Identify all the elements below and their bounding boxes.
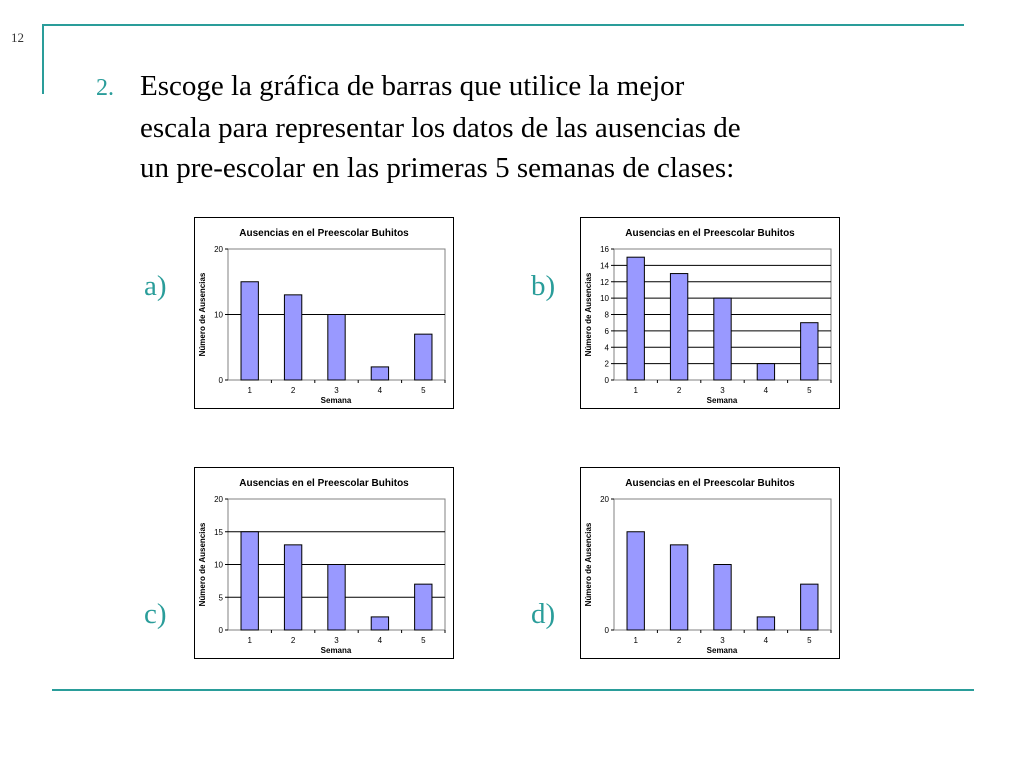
- question-number: 2.: [96, 75, 114, 101]
- chart-b-ytick-label: 16: [600, 245, 609, 254]
- option-label-d: d): [531, 598, 556, 630]
- chart-b-title: Ausencias en el Preescolar Buhitos: [625, 228, 795, 239]
- chart-c-xtick-label: 4: [377, 636, 383, 645]
- chart-a-bar: [241, 282, 258, 380]
- chart-d-xtick-label: 4: [763, 636, 769, 645]
- chart-a-bar: [371, 367, 388, 380]
- chart-c-ytick-label: 20: [214, 495, 223, 504]
- chart-d-bar: [757, 617, 774, 630]
- chart-b-ylabel: Número de Ausencias: [584, 272, 593, 357]
- chart-b-bar: [714, 298, 731, 380]
- chart-b-bar: [670, 274, 687, 380]
- chart-a-bar: [284, 295, 301, 380]
- chart-d-bar: [670, 545, 687, 630]
- chart-a-ytick-label: 20: [214, 245, 223, 254]
- chart-b-xtick-label: 4: [763, 386, 769, 395]
- chart-c-ytick-label: 5: [218, 593, 223, 603]
- chart-c-xlabel: Semana: [320, 646, 352, 655]
- chart-b-ytick-label: 0: [604, 376, 609, 385]
- chart-d-xtick-label: 5: [807, 636, 812, 645]
- chart-a-title: Ausencias en el Preescolar Buhitos: [239, 228, 409, 239]
- chart-c: [194, 467, 454, 659]
- option-label-a: a): [144, 270, 167, 302]
- option-label-c: c): [144, 598, 167, 630]
- chart-c-bar: [371, 617, 388, 630]
- chart-a-ylabel: Número de Ausencias: [198, 272, 207, 357]
- chart-d-xtick-label: 3: [720, 636, 725, 645]
- chart-d: [580, 467, 840, 659]
- chart-a-ytick-label: 10: [214, 310, 223, 320]
- chart-a-xtick-label: 1: [247, 386, 252, 395]
- frame-top-rule: [42, 24, 964, 26]
- chart-b-bar: [627, 257, 644, 380]
- chart-c-xtick-label: 1: [247, 636, 252, 645]
- question-line-3: un pre-escolar en las primeras 5 semanas de clases:: [140, 152, 735, 184]
- question-line-1: [96, 66, 916, 108]
- chart-a: [194, 217, 454, 409]
- slide-number: 12: [11, 30, 24, 45]
- chart-b-ytick-label: 8: [604, 310, 609, 320]
- chart-d-bar: [627, 532, 644, 630]
- chart-c-ytick-label: 10: [214, 560, 223, 570]
- frame-bottom-rule: [52, 689, 974, 691]
- chart-c-xtick-label: 3: [334, 636, 339, 645]
- chart-b-xlabel: Semana: [706, 396, 738, 405]
- chart-b-xtick-label: 3: [720, 386, 725, 395]
- chart-d-bar: [801, 584, 818, 630]
- chart-a-xtick-label: 4: [377, 386, 383, 395]
- chart-d-xlabel: Semana: [706, 646, 738, 655]
- chart-b-ytick-label: 14: [600, 261, 609, 271]
- chart-d-svg: [581, 468, 839, 658]
- chart-d-title: Ausencias en el Preescolar Buhitos: [625, 478, 795, 489]
- chart-b-ytick-label: 12: [600, 277, 609, 287]
- chart-b-ytick-label: 6: [604, 326, 609, 336]
- chart-a-xtick-label: 5: [421, 386, 426, 395]
- chart-c-title: Ausencias en el Preescolar Buhitos: [239, 478, 409, 489]
- chart-c-ytick-label: 15: [214, 527, 223, 537]
- chart-a-svg: [195, 218, 453, 408]
- chart-c-bar: [328, 565, 345, 631]
- chart-d-xtick-label: 2: [676, 636, 682, 645]
- chart-a-bar: [415, 334, 432, 380]
- frame-left-rule: [42, 24, 44, 94]
- chart-a-ytick-label: 0: [218, 376, 223, 385]
- chart-b-bar: [801, 323, 818, 380]
- chart-d-ylabel: Número de Ausencias: [584, 522, 593, 607]
- chart-b-ytick-label: 10: [600, 294, 609, 304]
- chart-a-xtick-label: 2: [290, 386, 296, 395]
- chart-b-xtick-label: 2: [676, 386, 682, 395]
- chart-c-bar: [415, 584, 432, 630]
- chart-b-xtick-label: 1: [633, 386, 638, 395]
- chart-d-ytick-label: 0: [604, 626, 609, 635]
- question-text: [96, 66, 916, 188]
- chart-d-ytick-label: 20: [600, 495, 609, 504]
- question-line-2: escala para representar los datos de las ausencias de: [140, 112, 741, 144]
- question-line-1-text: Escoge la gráfica de barras que utilice la mejor: [140, 70, 685, 102]
- chart-b-xtick-label: 5: [807, 386, 812, 395]
- chart-a-bar: [328, 315, 345, 381]
- chart-d-xtick-label: 1: [633, 636, 638, 645]
- chart-c-xtick-label: 5: [421, 636, 426, 645]
- chart-c-bar: [284, 545, 301, 630]
- option-label-b: b): [531, 270, 556, 302]
- chart-b: [580, 217, 840, 409]
- chart-c-svg: [195, 468, 453, 658]
- chart-c-ylabel: Número de Ausencias: [198, 522, 207, 607]
- chart-a-xlabel: Semana: [320, 396, 352, 405]
- chart-d-bar: [714, 565, 731, 631]
- chart-a-xtick-label: 3: [334, 386, 339, 395]
- chart-b-bar: [757, 364, 774, 380]
- chart-b-ytick-label: 4: [604, 343, 609, 353]
- chart-c-bar: [241, 532, 258, 630]
- chart-c-ytick-label: 0: [218, 626, 223, 635]
- chart-c-xtick-label: 2: [290, 636, 296, 645]
- chart-b-ytick-label: 2: [604, 359, 609, 369]
- chart-b-svg: [581, 218, 839, 408]
